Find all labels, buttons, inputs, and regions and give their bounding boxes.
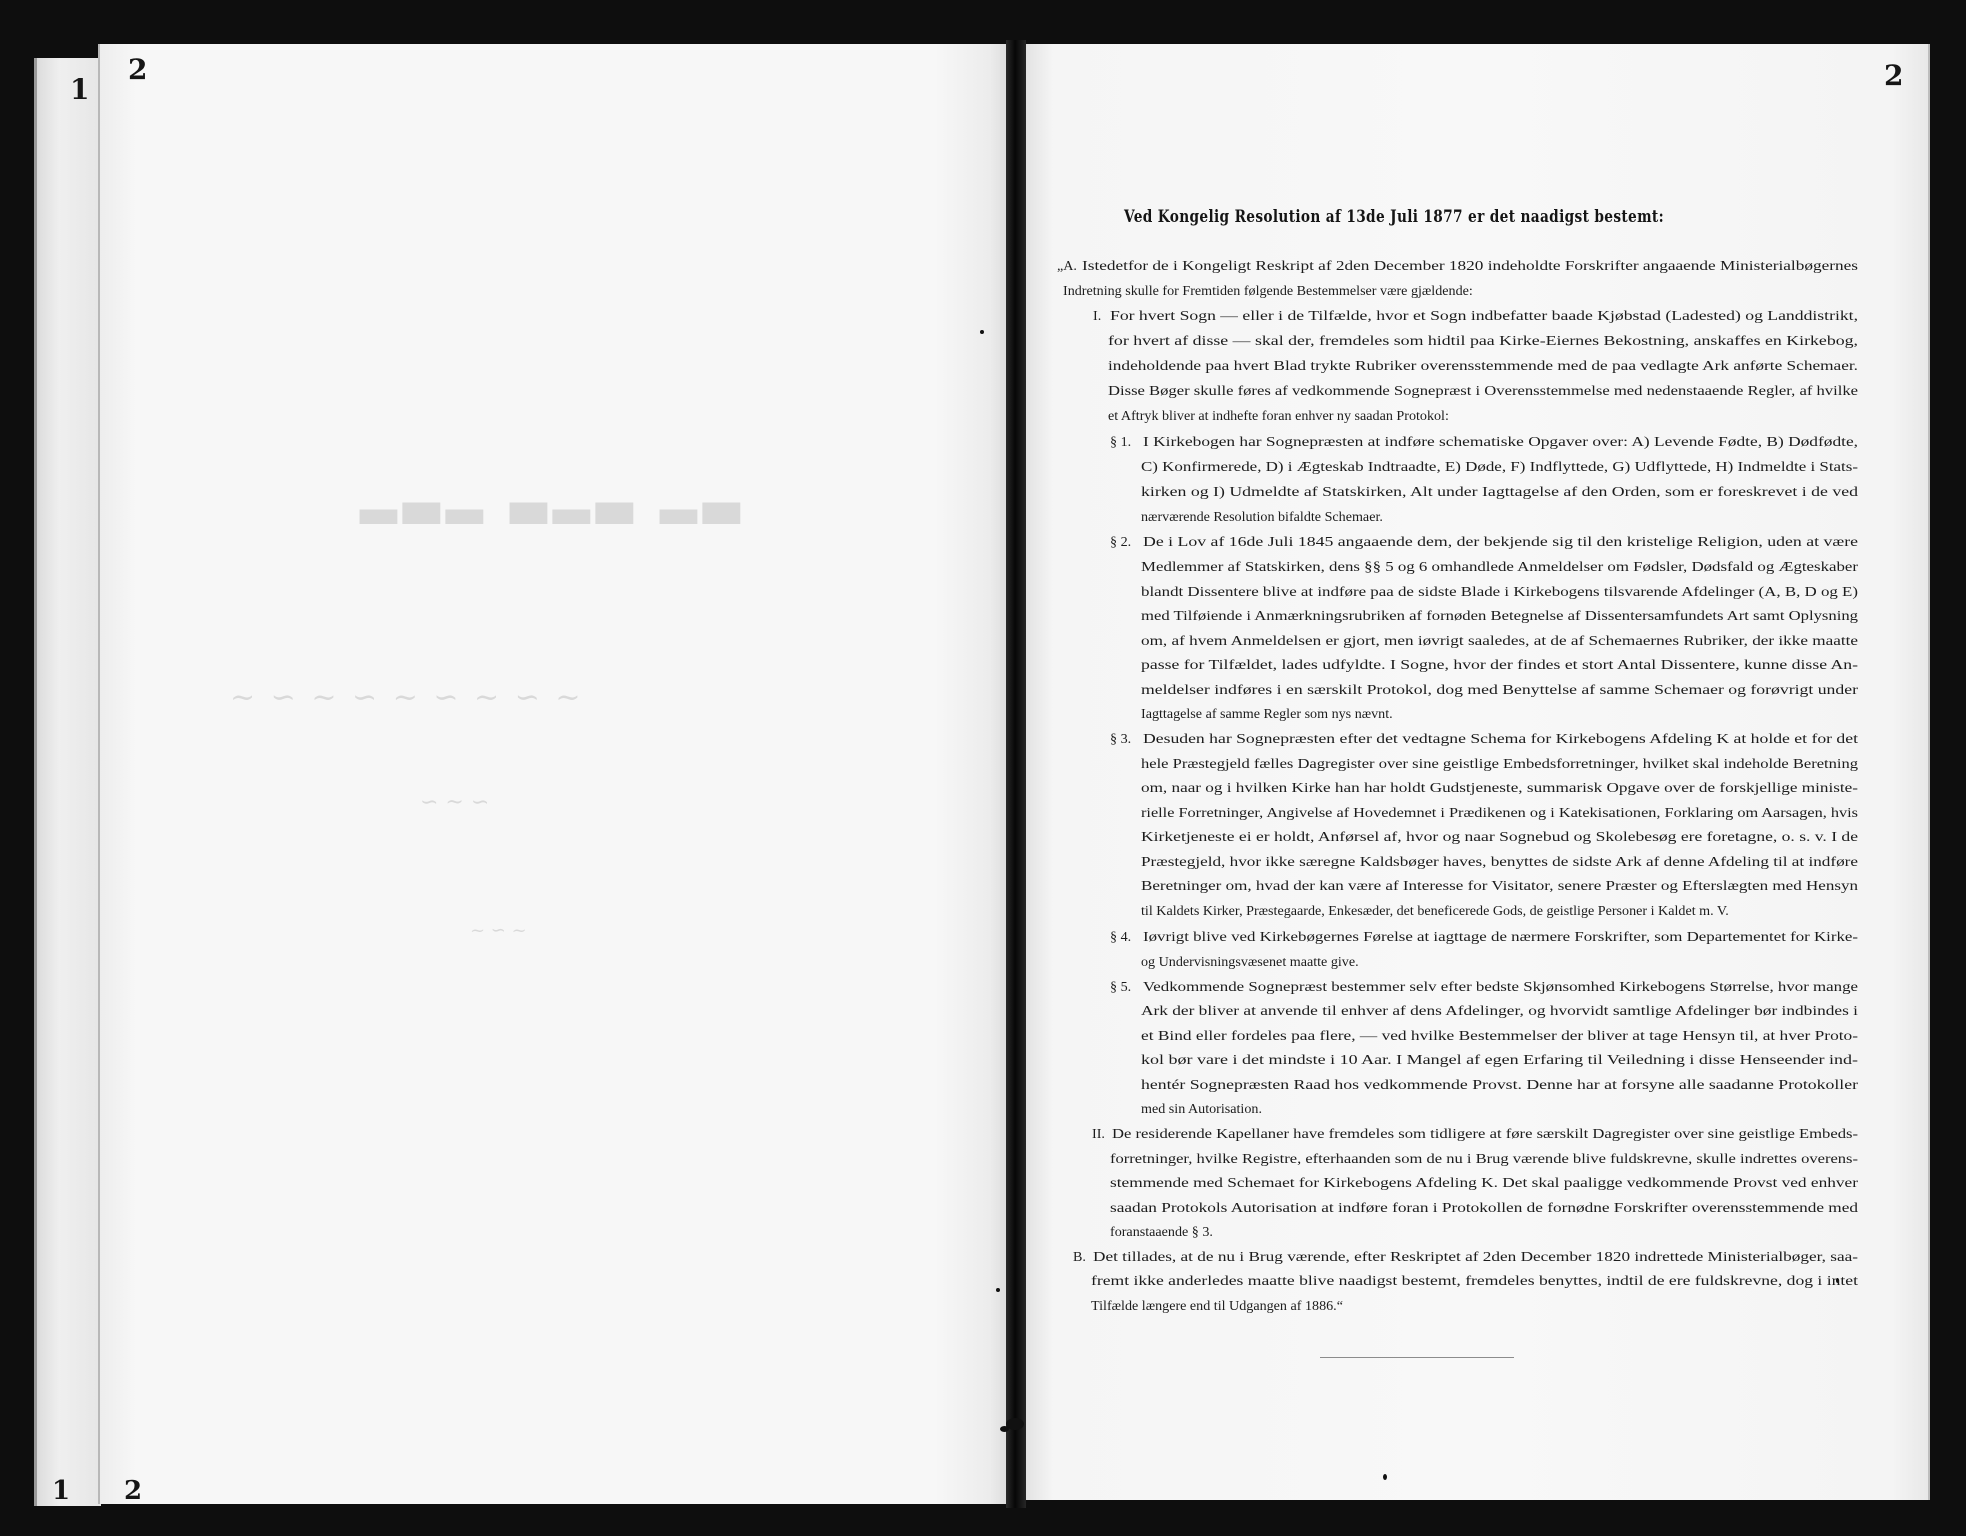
folio-number: 1 [52, 1476, 71, 1506]
closing-rule [1320, 1357, 1514, 1358]
bleed-through-mark: ∽ ~ ∽ [420, 790, 490, 815]
scan-speck [1383, 1474, 1387, 1480]
text-line: Desuden har Sognepræsten efter det vedtagne Schema for Kirkebogens Afdeling K at holde et for det [1143, 731, 1858, 747]
text-line: hele Præstegjeld fælles Dagregister over sine geistlige Embedsforretninger, hvilket skal indeholde Beretning [1141, 756, 1858, 772]
text-line: kirken og I) Udmeldte af Statskirken, Alt under Iagttagelse af den Orden, som er foreskrevet i de ved [1141, 484, 1858, 500]
text-line: rielle Forretninger, Angivelse af Hovedemnet i Prædikenen og i Katekisationen, Forklaring om Aarsagen, hvis [1141, 805, 1858, 821]
folio-number: 2 [124, 1476, 143, 1506]
text-line: C) Konfirmerede, D) i Ægteskab Indtraadte, E) Døde, F) Indflyttede, G) Udflyttede, H) Indmeldte i Stats- [1141, 459, 1858, 475]
text-line: hentér Sognepræsten Raad hos vedkommende Provst. Denne har at forsyne alle saadanne Protokoller [1141, 1077, 1858, 1093]
folio-number: 2 [1884, 59, 1904, 92]
scan-speck [996, 1288, 1000, 1292]
bleed-through-mark: ~ ∽ ~ [470, 920, 527, 941]
text-line: et Aftryk bliver at indhefte foran enhver ny saadan Protokol: [1108, 408, 1449, 424]
left-page [98, 44, 1008, 1504]
text-line: for hvert af disse — skal der, fremdeles som hidtil paa Kirke-Eiernes Bekostning, anskaffes en Kirkebog, [1108, 333, 1858, 349]
scan-speck [980, 330, 984, 334]
text-line: I Kirkebogen har Sognepræsten at indføre schematiske Opgaver over: A) Levende Fødte, B) Dødfødte, [1143, 434, 1858, 450]
text-line: De i Lov af 16de Juli 1845 angaaende dem, der bekjende sig til den kristelige Religion, uden at være [1143, 534, 1858, 550]
text-line: et Bind eller fordeles paa flere, — ved hvilke Bestemmelser der bliver at tage Hensyn til, at hver Proto- [1141, 1028, 1858, 1044]
text-line: fremt ikke anderledes maatte blive naadigst bestemt, fremdeles benyttes, indtil de ere fuldskrevne, dog i intet [1091, 1273, 1858, 1289]
text-line: Vedkommende Sognepræst bestemmer selv efter bedste Skjønsomhed Kirkebogens Størrelse, hvor mange [1143, 979, 1858, 995]
text-line: foranstaaende § 3. [1110, 1224, 1213, 1240]
text-line: blandt Dissentere blive at indføre paa de sidste Blade i Kirkebogens tilsvarende Afdelinger (A, B, D og E) [1141, 584, 1858, 600]
text-line: om, af hvem Anmeldelsen er gjort, men iøvrigt saaledes, at de af Schemaernes Rubriker, der ikke maatte [1141, 633, 1858, 649]
text-line: forretninger, hvilke Registre, efterhaanden som de nu i Brug værende blive fuldskrevne, skulle indrettes overens- [1110, 1151, 1858, 1167]
text-line: Istedetfor de i Kongeligt Reskript af 2den December 1820 indeholdte Forskrifter angaaende Ministerialbøgernes [1082, 258, 1858, 274]
previous-page-edge [34, 58, 101, 1506]
text-line: kol bør vare i det mindste i 10 Aar. I Mangel af egen Erfaring til Veiledning i disse Henseender ind- [1141, 1052, 1858, 1068]
section-marker: „A. [1057, 258, 1077, 274]
text-line: meldelser indføres i en særskilt Protokol, dog med Benyttelse af samme Schemaer og forøvrigt under [1141, 682, 1858, 698]
text-line: Ark der bliver at anvende til enhver af dens Afdelinger, og hvorvidt samtlige Afdelinger bør indbindes i [1141, 1003, 1858, 1019]
text-line: Disse Bøger skulle føres af vedkommende Sognepræst i Overensstemmelse med nedenstaaende Regler, af hvilke [1108, 383, 1858, 399]
text-line: med Tilføiende i Anmærkningsrubriken af fornøden Betegnelse af Dissentersamfundets Art samt Oplysning [1141, 608, 1858, 624]
text-line: Iagttagelse af samme Regler som nys nævnt. [1141, 706, 1393, 722]
text-line: For hvert Sogn — eller i de Tilfælde, hvor et Sogn indbefatter baade Kjøbstad (Ladested) og Landdistrikt, [1110, 308, 1858, 324]
page-heading: Ved Kongelig Resolution af 13de Juli 1877 er det naadigst bestemt: [1124, 206, 1664, 226]
bleed-through-mark: ▂▃▂ ▃▂▃ ▂▃ [360, 468, 746, 524]
paragraph-marker: § 2. [1110, 534, 1132, 550]
paragraph-marker: § 5. [1110, 979, 1132, 995]
item-marker: II. [1092, 1126, 1105, 1142]
paragraph-marker: § 3. [1110, 731, 1132, 747]
text-line: og Undervisningsvæsenet maatte give. [1141, 954, 1359, 970]
text-line: Tilfælde længere end til Udgangen af 1886.“ [1091, 1298, 1343, 1314]
text-line: Præstegjeld, hvor ikke særegne Kaldsbøger haves, benyttes de sidste Ark af denne Afdeling til at indføre [1141, 854, 1858, 870]
text-line: passe for Tilfældet, lades udfyldte. I Sogne, hvor der findes et stort Antal Dissentere, kunne disse An- [1141, 657, 1858, 673]
text-line: Beretninger om, hvad der kan være af Interesse for Visitator, senere Præster og Efterslægten med Hensyn [1141, 878, 1858, 894]
text-line: saadan Protokols Autorisation at indføre foran i Protokollen de fornødne Forskrifter overensstemmende med [1110, 1200, 1858, 1216]
text-line: med sin Autorisation. [1141, 1101, 1262, 1117]
section-marker: B. [1073, 1249, 1086, 1265]
book-gutter [1006, 40, 1026, 1508]
text-line: Medlemmer af Statskirken, dens §§ 5 og 6 omhandlede Anmeldelser om Fødsler, Dødsfald og Ægteskaber [1141, 559, 1858, 575]
text-line: De residerende Kapellaner have fremdeles som tidligere at føre særskilt Dagregister over sine geistlige Embeds- [1112, 1126, 1858, 1142]
text-line: stemmende med Schemaet for Kirkebogens Afdeling K. Det skal paaligge vedkommende Provst ved enhver [1110, 1175, 1858, 1191]
paragraph-marker: § 1. [1110, 434, 1132, 450]
scan-speck [1000, 1426, 1009, 1432]
paragraph-marker: § 4. [1110, 929, 1132, 945]
item-marker: I. [1093, 308, 1102, 324]
text-line: til Kaldets Kirker, Præstegaarde, Enkesæder, det beneficerede Gods, de geistlige Personer i Kaldet m. V. [1141, 903, 1729, 919]
bleed-through-mark: ~ ∽ ~ ∽ ~ ∽ ~ ∽ ~ [230, 680, 584, 715]
text-line: Kirketjeneste ei er holdt, Anførsel af, hvor og naar Sognebud og Skolebesøg ere foretagne, o. s. v. I de [1141, 829, 1858, 845]
text-line: indeholdende paa hvert Blad trykte Rubriker overensstemmende med de paa vedlagte Ark anførte Schemaer. [1108, 358, 1858, 374]
text-line: Indretning skulle for Fremtiden følgende Bestemmelser være gjældende: [1063, 283, 1473, 299]
folio-number: 1 [70, 73, 90, 106]
folio-number: 2 [128, 53, 148, 86]
text-line: nærværende Resolution bifaldte Schemaer. [1141, 509, 1383, 525]
text-line: om, naar og i hvilken Kirke han har holdt Gudstjeneste, summarisk Opgave over de forskjellige ministe- [1141, 780, 1858, 796]
text-line: Det tillades, at de nu i Brug værende, efter Reskriptet af 2den December 1820 indrettede Ministerialbøger, saa- [1093, 1249, 1858, 1265]
text-line: Iøvrigt blive ved Kirkebøgernes Førelse at iagttage de nærmere Forskrifter, som Departementet for Kirke- [1143, 929, 1858, 945]
